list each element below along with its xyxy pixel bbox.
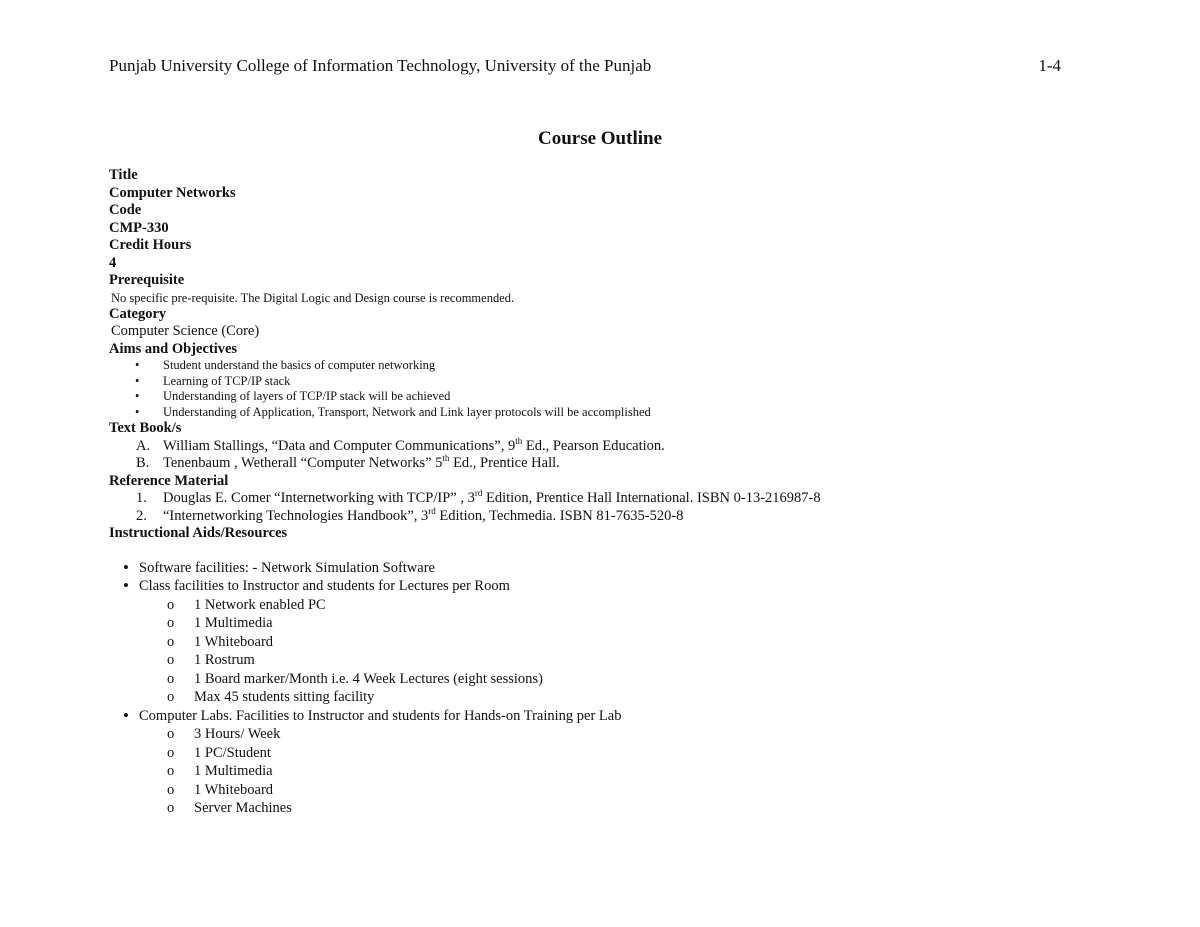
list-item: o 1 Network enabled PC bbox=[167, 596, 326, 613]
list-marker: o bbox=[167, 652, 175, 668]
reference-list bbox=[109, 490, 1109, 525]
aims-label: Aims and Objectives bbox=[109, 340, 238, 357]
list-marker: o bbox=[167, 633, 175, 650]
header-page-number: 1-4 bbox=[1038, 56, 1061, 75]
textbooks-list bbox=[109, 435, 1109, 473]
classroom-heading: Class facilities to Instructor and students for Lectures per Room bbox=[139, 578, 510, 594]
list-item bbox=[136, 455, 1109, 473]
list-item: o 1 Board marker/Month i.e. 4 Week Lectures (eight sessions) bbox=[167, 670, 543, 687]
list-marker: o bbox=[167, 800, 175, 816]
list-marker: o bbox=[167, 615, 175, 631]
header-institution: Punjab University College of Information Technology, University of the Punjab bbox=[109, 56, 652, 75]
labs-heading: Computer Labs. Facilities to Instructor and students for Hands-on Training per Lab bbox=[139, 707, 622, 724]
list-marker: o bbox=[167, 763, 175, 779]
code-label: Code bbox=[109, 202, 142, 218]
prerequisite-label: Prerequisite bbox=[109, 272, 185, 288]
textbooks-label: Text Book/s bbox=[109, 420, 182, 436]
list-item: o Max 45 students sitting facility bbox=[167, 689, 375, 705]
resources-list bbox=[109, 543, 1109, 818]
list-item bbox=[136, 490, 1109, 508]
list-marker: 1. bbox=[136, 490, 147, 506]
textbook-entry: William Stallings, “Data and Computer Communications”, 9th Ed., Pearson Education. bbox=[163, 435, 665, 454]
list-item bbox=[123, 577, 1109, 707]
list-marker: 2. bbox=[136, 507, 147, 524]
aims-list bbox=[109, 358, 1109, 420]
list-item bbox=[123, 707, 1109, 818]
category-label: Category bbox=[109, 305, 167, 322]
labs-sublist bbox=[139, 725, 1109, 818]
textbook-entry: Tenenbaum , Wetherall “Computer Networks” 5th Ed., Prentice Hall. bbox=[163, 453, 560, 471]
classroom-sublist bbox=[139, 596, 1109, 707]
list-item: o Server Machines bbox=[167, 800, 292, 816]
list-item: • Understanding of Application, Transport, Network and Link layer protocols will be accomplished bbox=[135, 405, 1109, 421]
reference-entry: “Internetworking Technologies Handbook”, 3rd Edition, Techmedia. ISBN 81-7635-520-8 bbox=[163, 505, 684, 524]
course-outline-body bbox=[109, 167, 1109, 818]
list-marker: o bbox=[167, 689, 175, 705]
list-item: o 3 Hours/ Week bbox=[167, 726, 281, 742]
category-value: Computer Science (Core) bbox=[111, 323, 260, 339]
list-item bbox=[136, 505, 1109, 526]
list-item: o 1 Multimedia bbox=[167, 615, 273, 631]
title-label: Title bbox=[109, 167, 138, 183]
resources-label: Instructional Aids/Resources bbox=[109, 525, 288, 541]
list-marker: o bbox=[167, 670, 175, 687]
list-item: o 1 Whiteboard bbox=[167, 781, 274, 798]
credit-hours-value: 4 bbox=[109, 254, 117, 271]
page-header bbox=[109, 56, 1061, 76]
code-value: CMP-330 bbox=[109, 219, 169, 236]
list-marker: o bbox=[167, 781, 175, 798]
list-item: • Software facilities: - Network Simulation Software bbox=[123, 559, 1109, 578]
list-marker: A. bbox=[136, 437, 151, 454]
list-marker: o bbox=[167, 726, 175, 742]
title-value: Computer Networks bbox=[109, 184, 236, 201]
page-title: Course Outline bbox=[537, 128, 663, 149]
list-item bbox=[136, 435, 1109, 456]
prerequisite-value: No specific pre-requisite. The Digital Logic and Design course is recommended. bbox=[111, 290, 515, 305]
list-item: o 1 Whiteboard bbox=[167, 633, 274, 650]
reference-entry: Douglas E. Comer “Internetworking with TCP/IP” , 3rd Edition, Prentice Hall International. ISBN 0-13-216987-8 bbox=[163, 488, 821, 506]
list-marker: o bbox=[167, 744, 175, 761]
reference-label: Reference Material bbox=[109, 472, 229, 489]
list-marker: o bbox=[167, 596, 175, 613]
list-item: o 1 Rostrum bbox=[167, 652, 255, 668]
credit-hours-label: Credit Hours bbox=[109, 237, 192, 253]
list-item: o 1 Multimedia bbox=[167, 763, 273, 779]
list-item: o 1 PC/Student bbox=[167, 744, 271, 761]
list-item: • Student understand the basics of computer networking bbox=[135, 358, 1109, 374]
list-item: • Learning of TCP/IP stack bbox=[135, 374, 1109, 390]
list-marker: B. bbox=[136, 455, 150, 471]
list-item: • Understanding of layers of TCP/IP stack will be achieved bbox=[135, 389, 1109, 405]
